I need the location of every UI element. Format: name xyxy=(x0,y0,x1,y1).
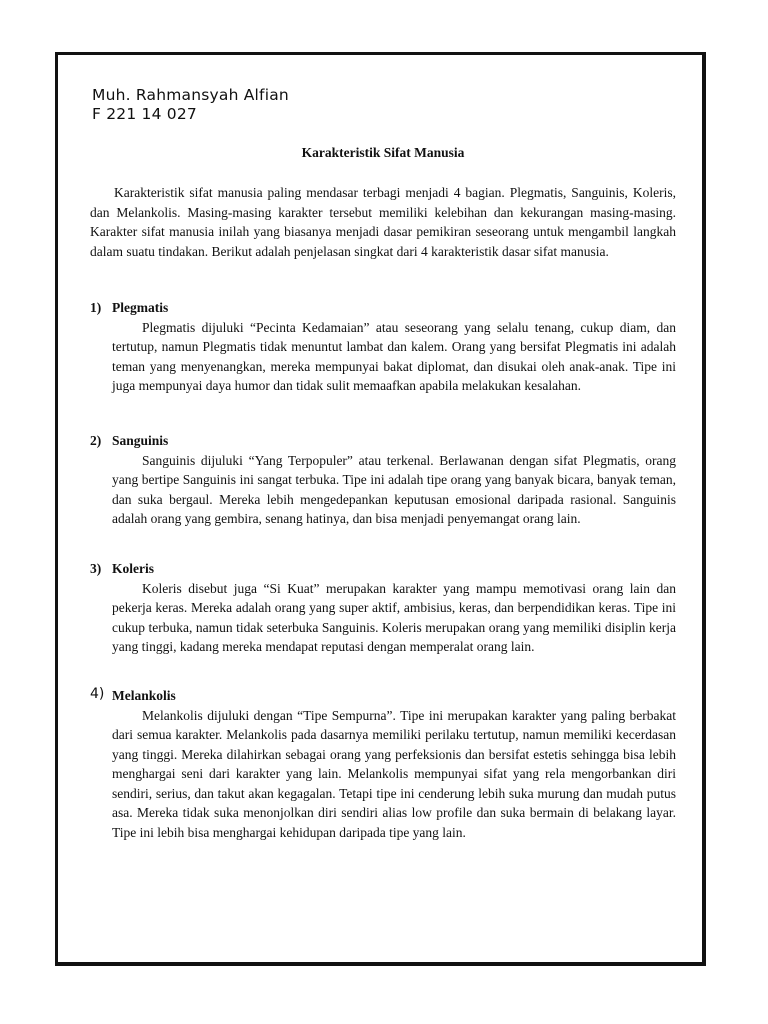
section-heading xyxy=(90,686,676,706)
section-title: Plegmatis xyxy=(112,300,169,315)
section-title: Koleris xyxy=(112,561,154,576)
author-id: F 221 14 027 xyxy=(92,105,197,123)
section-title: Melankolis xyxy=(112,688,176,703)
section-sanguinis xyxy=(90,431,676,529)
section-text: Melankolis dijuluki dengan “Tipe Sempurna”. Tipe ini merupakan karakter yang paling berbakat dari semua karakter. Melankolis pada dasarnya memiliki perilaku tertutup, namun memiliki kecerdasan yang tinggi. Mereka dilahirkan sebagai orang yang perfeksionis dan bersifat estetis sehingga bisa lebih menghargai seni dari karakter yang lain. Melankolis mempunyai sifat yang rela mengorbankan diri sendiri, serius, dan takut akan kegagalan. Tetapi tipe ini cenderung lebih suka murung dan mudah putus asa. Mereka tidak suka menonjolkan diri sendiri alias low profile dan suka bermain di belakang layar. Tipe ini lebih bisa menghargai kehidupan daripada tipe yang lain. xyxy=(112,707,676,840)
author-name: Muh. Rahmansyah Alfian xyxy=(92,86,289,104)
intro-paragraph xyxy=(90,183,676,261)
section-heading xyxy=(90,298,676,318)
section-text: Koleris disebut juga “Si Kuat” merupakan karakter yang mampu memotivasi orang lain dan pekerja keras. Mereka adalah orang yang super aktif, ambisius, keras, dan berpendidikan keras. Tipe ini cukup terbuka, namun tidak seterbuka Sanguinis. Koleris merupakan orang yang memiliki disiplin kerja yang tinggi, kadang mereka mendapat reputasi dengan memperalat orang lain. xyxy=(112,580,676,654)
section-number: 2) xyxy=(90,433,102,448)
section-plegmatis xyxy=(90,298,676,396)
section-title: Sanguinis xyxy=(112,433,169,448)
section-number: 1) xyxy=(90,300,102,315)
section-koleris xyxy=(90,559,676,657)
author-block xyxy=(92,86,289,124)
section-heading xyxy=(90,559,676,579)
document-title: Karakteristik Sifat Manusia xyxy=(301,145,465,160)
section-number: 4) xyxy=(90,686,105,702)
section-number: 3) xyxy=(90,561,102,576)
section-melankolis xyxy=(90,686,676,842)
section-text: Plegmatis dijuluki “Pecinta Kedamaian” atau seseorang yang selalu tenang, cukup diam, dan tertutup, namun Plegmatis tidak menuntut lambat dan kalem. Orang yang bersifat Plegmatis ini adalah teman yang menyenangkan, mereka mempunyai bakat diplomat, dan disukai oleh anak-anak. Tipe ini juga mempunyai daya humor dan tidak sulit memaafkan apabila melakukan kesalahan. xyxy=(112,319,676,393)
intro-text: Karakteristik sifat manusia paling mendasar terbagi menjadi 4 bagian. Plegmatis, Sanguinis, Koleris, dan Melankolis. Masing-masing karakter tersebut memiliki kelebihan dan kekurangan masing-masing. Karakter sifat manusia inilah yang biasanya menjadi dasar pemikiran seseorang untuk mengambil langkah dalam suatu tindakan. Berikut adalah penjelasan singkat dari 4 karakteristik dasar sifat manusia. xyxy=(90,185,676,259)
section-heading xyxy=(90,431,676,451)
section-text: Sanguinis dijuluki “Yang Terpopuler” atau terkenal. Berlawanan dengan sifat Plegmatis, orang yang bertipe Sanguinis ini sangat terbuka. Tipe ini adalah tipe orang yang banyak bicara, banyak teman, dan suka bergaul. Mereka lebih mengedepankan keputusan emosional daripada rasional. Sanguinis adalah orang yang gembira, senang hatinya, dan bisa menjadi penyemangat orang lain. xyxy=(112,452,676,526)
